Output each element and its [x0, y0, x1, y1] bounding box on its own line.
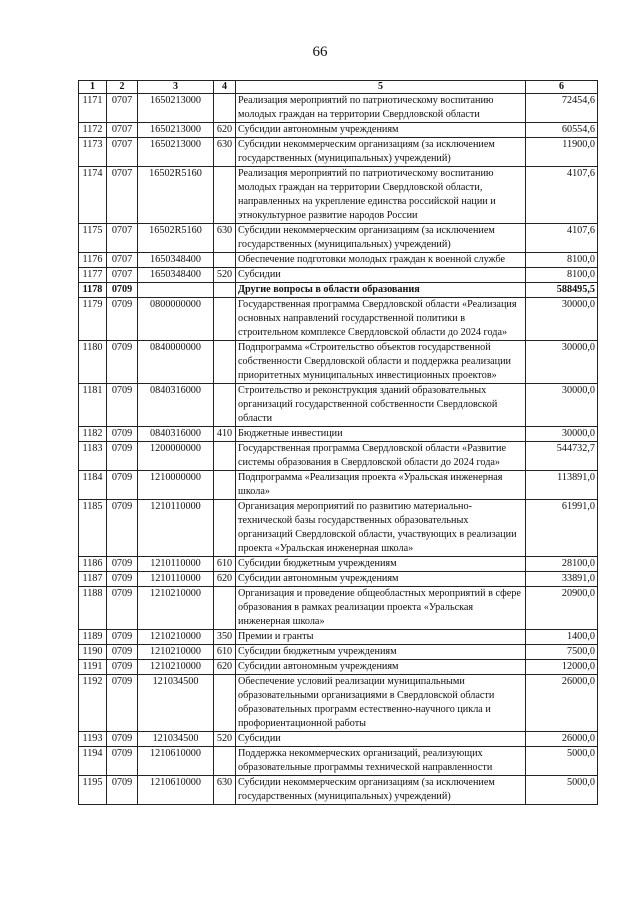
item-name: Реализация мероприятий по патриотическому воспитанию молодых граждан на территории Свердловской области, направленных на укрепление единства российской нации и этнокультурное развитие народов России: [236, 167, 526, 224]
amount: 30000,0: [526, 341, 598, 384]
section-code: 0709: [107, 587, 138, 630]
row-number: 1188: [79, 587, 107, 630]
target-code: 1210610000: [138, 747, 214, 776]
table-row: [79, 427, 598, 442]
amount: 28100,0: [526, 557, 598, 572]
table-header: [79, 81, 598, 94]
target-code: 1210210000: [138, 645, 214, 660]
section-code: 0709: [107, 283, 138, 298]
header-col-6: 6: [526, 81, 598, 94]
target-code: 1650213000: [138, 138, 214, 167]
item-name: Субсидии автономным учреждениям: [236, 572, 526, 587]
item-name: Другие вопросы в области образования: [236, 283, 526, 298]
row-number: 1179: [79, 298, 107, 341]
table-row: [79, 94, 598, 123]
expense-type-code: [214, 384, 236, 427]
expense-type-code: 630: [214, 776, 236, 805]
expense-type-code: [214, 253, 236, 268]
target-code: 16502R5160: [138, 224, 214, 253]
row-number: 1195: [79, 776, 107, 805]
table-row: [79, 557, 598, 572]
expense-type-code: [214, 298, 236, 341]
row-number: 1193: [79, 732, 107, 747]
row-number: 1185: [79, 500, 107, 557]
row-number: 1178: [79, 283, 107, 298]
section-code: 0709: [107, 630, 138, 645]
table-row: [79, 645, 598, 660]
amount: 1400,0: [526, 630, 598, 645]
row-number: 1183: [79, 442, 107, 471]
expense-type-code: 350: [214, 630, 236, 645]
amount: 5000,0: [526, 776, 598, 805]
item-name: Организация мероприятий по развитию материально-технической базы государственных образовательных организаций Свердловской области, участвующих в реализации проекта «Уральская инженерная школа»: [236, 500, 526, 557]
section-code: 0709: [107, 384, 138, 427]
amount: 4107,6: [526, 224, 598, 253]
header-col-3: 3: [138, 81, 214, 94]
item-name: Поддержка некоммерческих организаций, реализующих образовательные программы технической направленности: [236, 747, 526, 776]
expense-type-code: [214, 167, 236, 224]
section-code: 0707: [107, 123, 138, 138]
row-number: 1172: [79, 123, 107, 138]
expense-type-code: [214, 471, 236, 500]
table-row: [79, 732, 598, 747]
header-col-5: 5: [236, 81, 526, 94]
row-number: 1181: [79, 384, 107, 427]
section-code: 0709: [107, 557, 138, 572]
row-number: 1191: [79, 660, 107, 675]
item-name: Субсидии некоммерческим организациям (за исключением государственных (муниципальных) учреждений): [236, 776, 526, 805]
section-code: 0709: [107, 500, 138, 557]
expense-type-code: 620: [214, 123, 236, 138]
table-row: [79, 660, 598, 675]
row-number: 1192: [79, 675, 107, 732]
expense-type-code: [214, 747, 236, 776]
expense-type-code: 520: [214, 268, 236, 283]
expense-type-code: [214, 587, 236, 630]
table-row: [79, 253, 598, 268]
amount: 113891,0: [526, 471, 598, 500]
amount: 7500,0: [526, 645, 598, 660]
budget-table: [78, 80, 598, 805]
row-number: 1187: [79, 572, 107, 587]
item-name: Подпрограмма «Реализация проекта «Уральская инженерная школа»: [236, 471, 526, 500]
section-code: 0709: [107, 645, 138, 660]
header-col-1: 1: [79, 81, 107, 94]
section-code: 0707: [107, 167, 138, 224]
item-name: Субсидии некоммерческим организациям (за исключением государственных (муниципальных) учреждений): [236, 138, 526, 167]
row-number: 1175: [79, 224, 107, 253]
amount: 12000,0: [526, 660, 598, 675]
target-code: 1210110000: [138, 557, 214, 572]
amount: 30000,0: [526, 384, 598, 427]
item-name: Обеспечение условий реализации муниципальными образовательными организациями в Свердловской области образовательных программ естественно-научного цикла и профориентационной работы: [236, 675, 526, 732]
item-name: Премии и гранты: [236, 630, 526, 645]
item-name: Реализация мероприятий по патриотическому воспитанию молодых граждан на территории Свердловской области: [236, 94, 526, 123]
table-row: [79, 123, 598, 138]
section-code: 0709: [107, 572, 138, 587]
item-name: Обеспечение подготовки молодых граждан к военной службе: [236, 253, 526, 268]
target-code: 1650348400: [138, 253, 214, 268]
target-code: 121034500: [138, 675, 214, 732]
table-row: [79, 747, 598, 776]
target-code: 1210110000: [138, 500, 214, 557]
section-code: 0707: [107, 138, 138, 167]
amount: 11900,0: [526, 138, 598, 167]
target-code: 1210210000: [138, 587, 214, 630]
expense-type-code: 630: [214, 138, 236, 167]
table-row: [79, 675, 598, 732]
amount: 4107,6: [526, 167, 598, 224]
amount: 8100,0: [526, 268, 598, 283]
item-name: Субсидии: [236, 268, 526, 283]
amount: 72454,6: [526, 94, 598, 123]
amount: 5000,0: [526, 747, 598, 776]
expense-type-code: 610: [214, 557, 236, 572]
row-number: 1184: [79, 471, 107, 500]
section-code: 0709: [107, 675, 138, 732]
row-number: 1174: [79, 167, 107, 224]
table-row: [79, 138, 598, 167]
table-row: [79, 776, 598, 805]
item-name: Субсидии автономным учреждениям: [236, 123, 526, 138]
item-name: Бюджетные инвестиции: [236, 427, 526, 442]
item-name: Подпрограмма «Строительство объектов государственной собственности Свердловской области и поддержка реализации приоритетных муниципальных инвестиционных проектов»: [236, 341, 526, 384]
table-row: [79, 587, 598, 630]
amount: 30000,0: [526, 427, 598, 442]
row-number: 1177: [79, 268, 107, 283]
amount: 30000,0: [526, 298, 598, 341]
item-name: Субсидии некоммерческим организациям (за исключением государственных (муниципальных) учреждений): [236, 224, 526, 253]
section-code: 0709: [107, 776, 138, 805]
amount: 61991,0: [526, 500, 598, 557]
row-number: 1190: [79, 645, 107, 660]
table-row: [79, 268, 598, 283]
table-row: [79, 224, 598, 253]
row-number: 1182: [79, 427, 107, 442]
item-name: Государственная программа Свердловской области «Реализация основных направлений государственной политики в строительном комплексе Свердловской области до 2024 года»: [236, 298, 526, 341]
section-code: 0709: [107, 732, 138, 747]
item-name: Субсидии: [236, 732, 526, 747]
table-body: [79, 94, 598, 805]
page-number: 66: [312, 44, 328, 60]
section-code: 0709: [107, 660, 138, 675]
section-code: 0709: [107, 341, 138, 384]
row-number: 1189: [79, 630, 107, 645]
row-number: 1176: [79, 253, 107, 268]
header-col-4: 4: [214, 81, 236, 94]
table-row: [79, 500, 598, 557]
expense-type-code: [214, 283, 236, 298]
item-name: Субсидии бюджетным учреждениям: [236, 645, 526, 660]
amount: 20900,0: [526, 587, 598, 630]
target-code: 1210110000: [138, 572, 214, 587]
target-code: 0840316000: [138, 427, 214, 442]
expense-type-code: 630: [214, 224, 236, 253]
expense-type-code: 620: [214, 572, 236, 587]
table-row: [79, 442, 598, 471]
expense-type-code: 620: [214, 660, 236, 675]
target-code: 1210610000: [138, 776, 214, 805]
expense-type-code: 610: [214, 645, 236, 660]
item-name: Строительство и реконструкция зданий образовательных организаций государственной собственности Свердловской области: [236, 384, 526, 427]
header-col-2: 2: [107, 81, 138, 94]
target-code: 16502R5160: [138, 167, 214, 224]
expense-type-code: [214, 442, 236, 471]
item-name: Организация и проведение общеобластных мероприятий в сфере образования в рамках реализации проекта «Уральская инженерная школа»: [236, 587, 526, 630]
target-code: 1650213000: [138, 123, 214, 138]
table-row: [79, 341, 598, 384]
target-code: 1210000000: [138, 471, 214, 500]
row-number: 1186: [79, 557, 107, 572]
row-number: 1180: [79, 341, 107, 384]
item-name: Государственная программа Свердловской области «Развитие системы образования в Свердловской области до 2024 года»: [236, 442, 526, 471]
amount: 544732,7: [526, 442, 598, 471]
expense-type-code: 410: [214, 427, 236, 442]
table-row: [79, 630, 598, 645]
amount: 33891,0: [526, 572, 598, 587]
section-code: 0707: [107, 94, 138, 123]
amount: 60554,6: [526, 123, 598, 138]
table-row: [79, 384, 598, 427]
amount: 26000,0: [526, 732, 598, 747]
row-number: 1173: [79, 138, 107, 167]
target-code: 0840000000: [138, 341, 214, 384]
section-code: 0709: [107, 442, 138, 471]
row-number: 1194: [79, 747, 107, 776]
section-code: 0709: [107, 747, 138, 776]
section-code: 0707: [107, 224, 138, 253]
target-code: 1650213000: [138, 94, 214, 123]
amount: 26000,0: [526, 675, 598, 732]
table-row: [79, 283, 598, 298]
expense-type-code: [214, 675, 236, 732]
amount: 588495,5: [526, 283, 598, 298]
target-code: 1650348400: [138, 268, 214, 283]
target-code: 0800000000: [138, 298, 214, 341]
expense-type-code: 520: [214, 732, 236, 747]
table-row: [79, 298, 598, 341]
target-code: 0840316000: [138, 384, 214, 427]
target-code: 1200000000: [138, 442, 214, 471]
expense-type-code: [214, 94, 236, 123]
target-code: 121034500: [138, 732, 214, 747]
expense-type-code: [214, 500, 236, 557]
target-code: 1210210000: [138, 660, 214, 675]
target-code: 1210210000: [138, 630, 214, 645]
target-code: [138, 283, 214, 298]
section-code: 0707: [107, 268, 138, 283]
item-name: Субсидии автономным учреждениям: [236, 660, 526, 675]
header-row: [79, 81, 598, 94]
table-row: [79, 572, 598, 587]
section-code: 0709: [107, 471, 138, 500]
section-code: 0709: [107, 427, 138, 442]
section-code: 0707: [107, 253, 138, 268]
section-code: 0709: [107, 298, 138, 341]
table-row: [79, 471, 598, 500]
amount: 8100,0: [526, 253, 598, 268]
expense-type-code: [214, 341, 236, 384]
item-name: Субсидии бюджетным учреждениям: [236, 557, 526, 572]
table-row: [79, 167, 598, 224]
row-number: 1171: [79, 94, 107, 123]
